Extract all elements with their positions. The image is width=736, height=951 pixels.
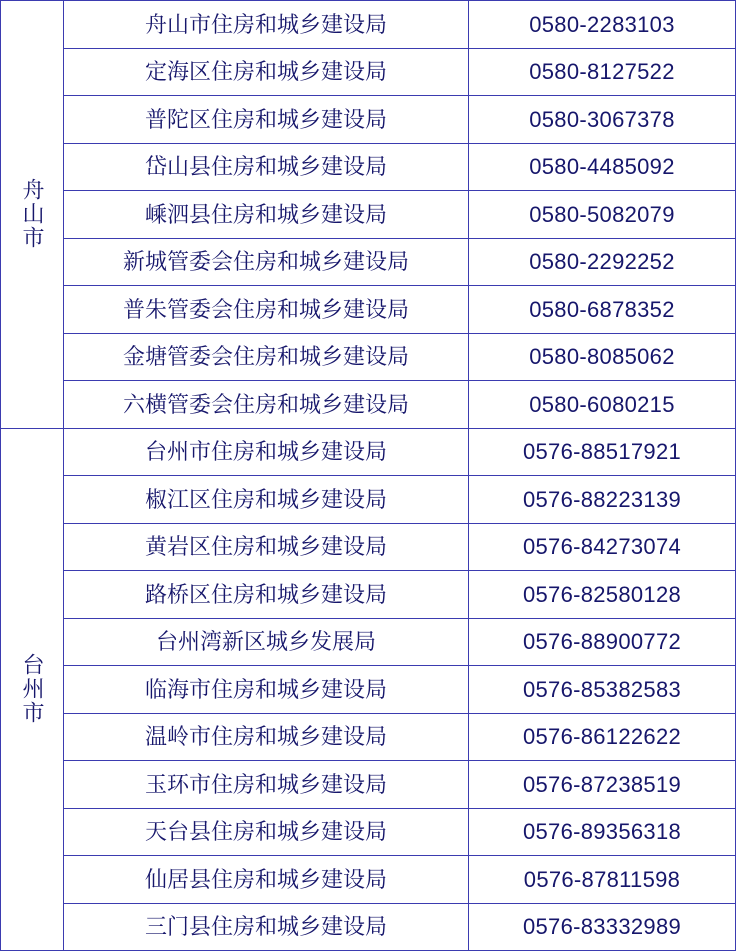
- table-row: [1, 666, 736, 714]
- office-name: 玉环市住房和城乡建设局: [64, 761, 469, 809]
- office-name: 三门县住房和城乡建设局: [64, 903, 469, 951]
- office-name: 定海区住房和城乡建设局: [64, 48, 469, 96]
- office-name: 六横管委会住房和城乡建设局: [64, 381, 469, 429]
- table-row: [1, 96, 736, 144]
- office-name: 舟山市住房和城乡建设局: [64, 1, 469, 49]
- office-name: 普朱管委会住房和城乡建设局: [64, 286, 469, 334]
- table-row: [1, 48, 736, 96]
- table-row: [1, 428, 736, 476]
- office-name: 天台县住房和城乡建设局: [64, 808, 469, 856]
- table-row: [1, 856, 736, 904]
- phone-number: 0576-88900772: [469, 618, 736, 666]
- table-row: [1, 761, 736, 809]
- office-name: 普陀区住房和城乡建设局: [64, 96, 469, 144]
- table-row: [1, 1, 736, 49]
- phone-number: 0576-88517921: [469, 428, 736, 476]
- phone-number: 0580-4485092: [469, 143, 736, 191]
- table-row: [1, 903, 736, 951]
- table-row: [1, 618, 736, 666]
- phone-number: 0576-84273074: [469, 523, 736, 571]
- phone-number: 0576-82580128: [469, 571, 736, 619]
- phone-number: 0576-85382583: [469, 666, 736, 714]
- phone-number: 0580-6878352: [469, 286, 736, 334]
- table-row: [1, 523, 736, 571]
- phone-number: 0580-3067378: [469, 96, 736, 144]
- table-row: [1, 143, 736, 191]
- office-name: 新城管委会住房和城乡建设局: [64, 238, 469, 286]
- phone-number: 0576-87811598: [469, 856, 736, 904]
- office-name: 温岭市住房和城乡建设局: [64, 713, 469, 761]
- table-row: [1, 238, 736, 286]
- phone-number: 0576-86122622: [469, 713, 736, 761]
- phone-number: 0576-83332989: [469, 903, 736, 951]
- phone-number: 0580-2283103: [469, 1, 736, 49]
- table-row: [1, 333, 736, 381]
- region-cell-zhoushan: [1, 1, 64, 429]
- phone-number: 0580-5082079: [469, 191, 736, 239]
- office-name: 路桥区住房和城乡建设局: [64, 571, 469, 619]
- phone-number: 0576-88223139: [469, 476, 736, 524]
- region-cell-taizhou: [1, 428, 64, 951]
- table-row: [1, 286, 736, 334]
- table-row: [1, 381, 736, 429]
- table-row: [1, 191, 736, 239]
- phone-number: 0580-8085062: [469, 333, 736, 381]
- table-row: [1, 808, 736, 856]
- table-row: [1, 571, 736, 619]
- office-name: 金塘管委会住房和城乡建设局: [64, 333, 469, 381]
- region-label: 台州市: [20, 653, 46, 726]
- office-name: 台州湾新区城乡发展局: [64, 618, 469, 666]
- phone-number: 0580-6080215: [469, 381, 736, 429]
- phone-number: 0576-87238519: [469, 761, 736, 809]
- office-name: 台州市住房和城乡建设局: [64, 428, 469, 476]
- table-row: [1, 476, 736, 524]
- office-name: 黄岩区住房和城乡建设局: [64, 523, 469, 571]
- office-name: 临海市住房和城乡建设局: [64, 666, 469, 714]
- office-name: 岱山县住房和城乡建设局: [64, 143, 469, 191]
- office-name: 椒江区住房和城乡建设局: [64, 476, 469, 524]
- phone-number: 0580-2292252: [469, 238, 736, 286]
- office-name: 仙居县住房和城乡建设局: [64, 856, 469, 904]
- office-name: 嵊泗县住房和城乡建设局: [64, 191, 469, 239]
- table-row: [1, 713, 736, 761]
- phone-number: 0580-8127522: [469, 48, 736, 96]
- region-label: 舟山市: [20, 178, 46, 251]
- phone-number: 0576-89356318: [469, 808, 736, 856]
